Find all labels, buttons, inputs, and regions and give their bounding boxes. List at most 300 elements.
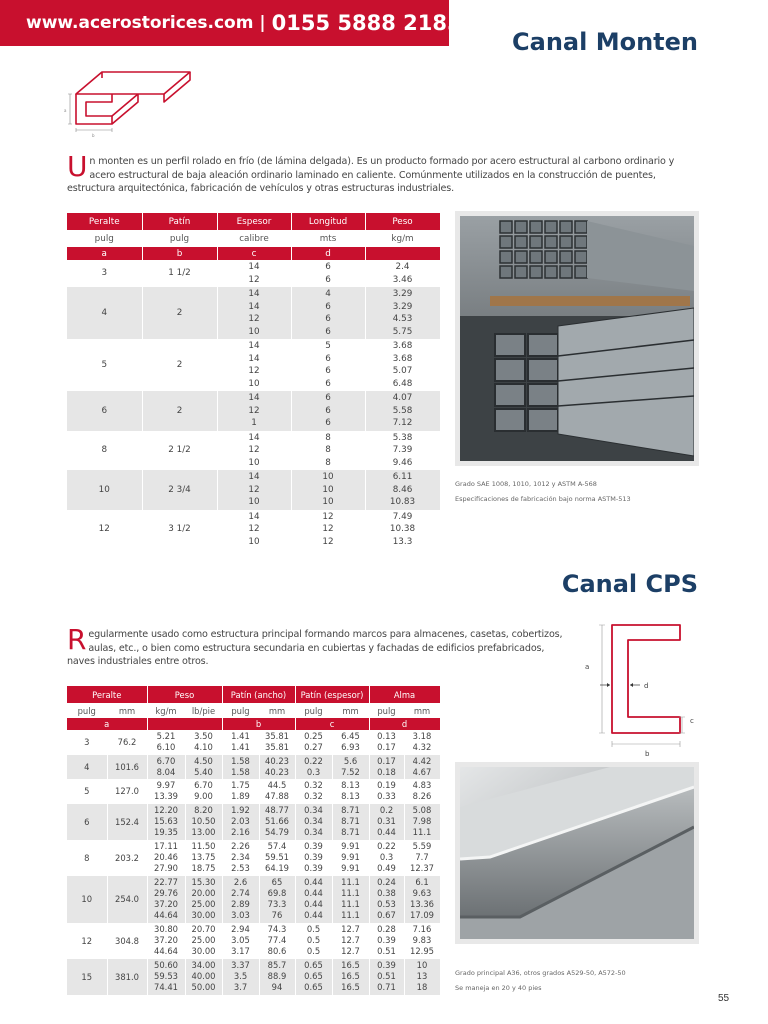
table-row <box>67 959 440 995</box>
svg-text:a: a <box>64 108 67 113</box>
cps-cell-patin-ancho-mm-value: 85.7 <box>267 959 287 970</box>
svg-text:b: b <box>92 133 95 138</box>
cps-photo-illustration <box>460 767 694 939</box>
cps-group <box>67 755 440 780</box>
cps-col-patin-ancho: Patín (ancho) <box>222 686 295 703</box>
cps-cell-patin-ancho-mm-value: 64.19 <box>265 863 289 874</box>
cps-cell-kg-m-value: 5.21 <box>156 731 176 741</box>
cps-cell-patin-espesor-pulg-value: 0.34 <box>304 804 323 815</box>
monten-cell-longitud-value: 6 <box>325 405 331 416</box>
cps-cell-patin-espesor-mm <box>332 755 369 780</box>
monten-unit: pulg <box>142 230 217 247</box>
cps-cell-alma-pulg-value: 0.28 <box>377 923 396 934</box>
monten-intro-paragraph <box>67 150 702 196</box>
monten-cell-peso-value: 3.46 <box>392 274 413 285</box>
monten-col-patin: Patín <box>142 213 217 230</box>
cps-cell-alma-pulg-value: 0.53 <box>377 899 396 910</box>
monten-cell-espesor-value: 10 <box>248 326 260 337</box>
cps-cell-kg-m <box>147 755 185 780</box>
cps-letter: d <box>369 718 440 730</box>
cps-cell-alma-pulg-value: 0.51 <box>377 946 396 957</box>
cps-cell-peralte-mm: 304.8 <box>107 923 147 959</box>
cps-cell-patin-ancho-mm <box>259 730 295 755</box>
cps-cell-lb-pie-value: 13.00 <box>191 827 216 838</box>
cps-cell-patin-ancho-pulg-value: 2.03 <box>231 816 250 827</box>
monten-cell-espesor-value: 14 <box>248 472 260 482</box>
cps-cell-patin-ancho-mm-value: 35.81 <box>265 731 289 741</box>
monten-cell-espesor-value: 1 <box>251 418 257 428</box>
cps-cell-alma-pulg-value: 0.67 <box>377 910 396 921</box>
monten-cell-longitud-value: 8 <box>325 445 331 455</box>
cps-col-peso: Peso <box>147 686 222 703</box>
cps-cell-patin-espesor-pulg-value: 0.44 <box>304 899 323 910</box>
cps-cell-patin-ancho-mm <box>259 804 295 840</box>
cps-cell-patin-espesor-pulg <box>295 840 332 876</box>
cps-title: Canal CPS <box>561 570 698 598</box>
cps-group <box>67 959 440 995</box>
cps-cell-patin-ancho-mm <box>259 923 295 959</box>
monten-cell-longitud-value: 6 <box>325 314 331 324</box>
cps-cell-patin-ancho-mm-value: 48.77 <box>265 804 289 815</box>
cps-cell-alma-mm <box>404 730 440 755</box>
monten-cell-espesor <box>217 391 291 431</box>
monten-cell-espesor <box>217 470 291 510</box>
table-row <box>67 431 440 471</box>
cps-cell-patin-espesor-mm <box>332 959 369 995</box>
cps-cell-lb-pie <box>185 804 222 840</box>
cps-letter: c <box>295 718 369 730</box>
cps-cell-patin-espesor-mm-value: 9.91 <box>341 840 360 851</box>
monten-intro-text: n monten es un perfil rolado en frío (de lámina delgada). Es un producto formado por acero estructural al carbono ordinario y acero estructural de baja aleación ordinario laminado en caliente. Comúnmente utilizados en la construcción de puentes, estructura arquitectónica, fabricación de vehículos y otras estructuras industriales. <box>67 156 675 194</box>
cps-cell-patin-ancho-pulg <box>222 779 259 804</box>
cps-cell-alma-pulg-value: 0.24 <box>377 876 396 887</box>
cps-cell-patin-espesor-pulg-value: 0.65 <box>304 982 323 993</box>
cps-cell-patin-ancho-pulg <box>222 755 259 780</box>
cps-cell-kg-m-value: 19.35 <box>154 827 178 838</box>
cps-cell-patin-espesor-pulg-value: 0.22 <box>304 755 323 766</box>
cps-cell-patin-espesor-pulg-value: 0.27 <box>304 742 323 753</box>
cps-profile-drawing <box>582 612 702 762</box>
monten-col-peralte: Peralte <box>67 213 142 230</box>
cps-cell-patin-espesor-mm <box>332 804 369 840</box>
cps-cell-patin-ancho-pulg-value: 3.05 <box>231 935 250 946</box>
monten-cell-espesor-value: 10 <box>248 497 260 507</box>
cps-cell-patin-ancho-pulg-value: 1.89 <box>231 791 250 802</box>
monten-caption-norm: Especificaciones de fabricación bajo norma ASTM-513 <box>455 495 631 503</box>
cps-cell-lb-pie <box>185 840 222 876</box>
monten-group <box>67 470 440 510</box>
cps-group <box>67 840 440 876</box>
monten-unit: pulg <box>67 230 142 247</box>
cps-cell-patin-ancho-pulg-value: 3.17 <box>231 946 250 957</box>
cps-cell-lb-pie-value: 3.50 <box>194 731 213 741</box>
cps-cell-alma-mm-value: 11.1 <box>412 827 432 838</box>
cps-cell-patin-espesor-pulg <box>295 755 332 780</box>
monten-cell-longitud-value: 12 <box>322 536 334 547</box>
cps-cell-lb-pie <box>185 730 222 755</box>
monten-cell-longitud-value: 6 <box>325 274 331 285</box>
cps-cell-patin-espesor-pulg-value: 0.5 <box>306 935 321 946</box>
cps-cell-patin-ancho-mm-value: 44.5 <box>267 780 287 791</box>
website-link[interactable]: www.acerostorices.com <box>26 13 254 33</box>
cps-cell-patin-ancho-mm-value: 40.23 <box>265 755 289 766</box>
monten-cell-espesor <box>217 339 291 391</box>
cps-cell-alma-pulg-value: 0.17 <box>377 755 396 766</box>
cps-cell-patin-ancho-mm-value: 74.3 <box>267 923 287 934</box>
cps-cell-alma-mm-value: 7.16 <box>412 923 432 934</box>
cps-cell-lb-pie <box>185 779 222 804</box>
cps-cell-alma-mm-value: 18 <box>416 982 428 993</box>
cps-cell-patin-espesor-mm-value: 6.93 <box>341 742 360 753</box>
cps-cell-patin-espesor-mm-value: 11.1 <box>341 899 360 910</box>
cps-cell-kg-m-value: 30.80 <box>154 923 178 934</box>
cps-cell-alma-mm-value: 5.08 <box>412 804 432 815</box>
cps-cell-lb-pie-value: 50.00 <box>191 982 216 993</box>
cps-cell-lb-pie-value: 9.00 <box>194 791 213 802</box>
monten-cell-peso-value: 5.38 <box>392 432 413 443</box>
monten-group <box>67 339 440 391</box>
cps-cell-alma-mm-value: 12.95 <box>410 946 434 957</box>
cps-cell-patin-ancho-pulg-value: 3.7 <box>233 982 248 993</box>
cps-cell-alma-mm-value: 4.83 <box>412 780 432 791</box>
monten-cell-peso-value: 5.07 <box>392 366 413 376</box>
cps-cell-patin-espesor-mm-value: 16.5 <box>341 970 360 981</box>
monten-col-espesor: Espesor <box>217 213 291 230</box>
cps-cell-alma-mm-value: 6.1 <box>415 876 429 887</box>
table-row <box>67 755 440 780</box>
monten-cell-peso-value: 13.3 <box>392 536 413 547</box>
monten-cell-patin: 2 3/4 <box>142 470 217 510</box>
cps-cell-patin-ancho-pulg-value: 2.34 <box>231 851 250 862</box>
monten-cell-patin: 1 1/2 <box>142 260 217 287</box>
monten-cell-peralte: 12 <box>67 510 142 550</box>
cps-unit: pulg <box>67 703 107 718</box>
cps-cell-alma-mm-value: 13 <box>416 970 428 981</box>
table-row <box>67 260 440 287</box>
cps-cell-patin-ancho-pulg-value: 1.75 <box>231 780 250 791</box>
cps-letters-row <box>67 718 440 730</box>
cps-cell-lb-pie-value: 20.70 <box>191 923 216 934</box>
cps-cell-peralte-mm: 101.6 <box>107 755 147 780</box>
cps-cell-patin-ancho-pulg <box>222 959 259 995</box>
monten-cell-peralte: 4 <box>67 287 142 339</box>
monten-cell-espesor-value: 12 <box>248 314 260 324</box>
cps-cell-patin-ancho-pulg-value: 3.5 <box>233 970 248 981</box>
cps-cell-lb-pie-value: 5.40 <box>194 766 213 777</box>
monten-cell-espesor <box>217 431 291 471</box>
monten-cell-espesor-value: 12 <box>248 524 260 534</box>
cps-letter <box>147 718 222 730</box>
cps-cell-kg-m <box>147 804 185 840</box>
table-row <box>67 804 440 840</box>
cps-cell-patin-espesor-mm-value: 16.5 <box>341 959 360 970</box>
cps-group <box>67 730 440 755</box>
cps-cell-patin-espesor-pulg <box>295 804 332 840</box>
cps-cell-lb-pie <box>185 923 222 959</box>
cps-cell-alma-pulg-value: 0.51 <box>377 970 396 981</box>
cps-cell-alma-mm <box>404 840 440 876</box>
cps-cell-alma-mm <box>404 923 440 959</box>
cps-header-row <box>67 686 440 703</box>
cps-letter: b <box>222 718 295 730</box>
cps-cell-kg-m-value: 8.04 <box>156 766 176 777</box>
cps-caption-length: Se maneja en 20 y 40 pies <box>455 984 542 992</box>
cps-cell-kg-m <box>147 730 185 755</box>
cps-cell-patin-espesor-pulg-value: 0.3 <box>306 766 321 777</box>
cps-cell-patin-ancho-mm <box>259 755 295 780</box>
cps-intro-paragraph <box>67 623 572 669</box>
cps-diagram-label-d: d <box>644 682 649 690</box>
cps-cell-patin-ancho-mm-value: 88.9 <box>267 970 287 981</box>
cps-cell-patin-ancho-pulg-value: 1.92 <box>231 804 250 815</box>
cps-cell-patin-ancho-pulg-value: 2.6 <box>233 876 248 887</box>
monten-cell-espesor-value: 14 <box>248 262 260 272</box>
monten-cell-peso-value: 5.58 <box>392 405 413 416</box>
cps-cell-alma-pulg <box>369 779 404 804</box>
cps-cell-patin-espesor-pulg-value: 0.44 <box>304 887 323 898</box>
cps-cell-alma-mm <box>404 804 440 840</box>
monten-group <box>67 510 440 550</box>
cps-cell-peralte-mm: 381.0 <box>107 959 147 995</box>
table-row <box>67 876 440 923</box>
monten-cell-espesor-value: 10 <box>248 457 260 468</box>
monten-cell-peso-value: 4.07 <box>392 393 413 403</box>
monten-group <box>67 391 440 431</box>
monten-cell-longitud-value: 5 <box>325 341 331 351</box>
cps-cell-kg-m-value: 44.64 <box>154 946 178 957</box>
cps-cell-alma-mm <box>404 779 440 804</box>
monten-cell-longitud-value: 6 <box>325 326 331 337</box>
monten-cell-longitud <box>291 287 365 339</box>
monten-col-longitud: Longitud <box>291 213 365 230</box>
cps-cell-patin-espesor-mm <box>332 840 369 876</box>
monten-group <box>67 431 440 471</box>
monten-cell-peralte: 10 <box>67 470 142 510</box>
contact-banner <box>0 0 462 46</box>
monten-cell-longitud-value: 10 <box>322 472 334 482</box>
cps-cell-lb-pie-value: 30.00 <box>191 910 216 921</box>
cps-cell-lb-pie <box>185 755 222 780</box>
cps-cell-patin-espesor-mm-value: 9.91 <box>341 851 360 862</box>
cps-cell-alma-mm-value: 9.63 <box>412 887 432 898</box>
cps-cell-patin-espesor-pulg-value: 0.34 <box>304 816 323 827</box>
table-row <box>67 470 440 510</box>
phone-number[interactable]: 0155 5888 2185 <box>271 11 462 35</box>
cps-group <box>67 923 440 959</box>
monten-cell-espesor-value: 12 <box>248 484 260 495</box>
cps-cell-peralte-mm: 203.2 <box>107 840 147 876</box>
cps-cell-patin-ancho-pulg-value: 2.53 <box>231 863 250 874</box>
cps-cell-alma-mm-value: 8.26 <box>412 791 432 802</box>
cps-cell-lb-pie-value: 4.50 <box>194 755 213 766</box>
cps-unit: lb/pie <box>185 703 222 718</box>
cps-cell-patin-espesor-pulg-value: 0.65 <box>304 959 323 970</box>
cps-cell-patin-ancho-pulg-value: 2.89 <box>231 899 250 910</box>
cps-col-peralte: Peralte <box>67 686 147 703</box>
cps-cell-peralte-mm: 254.0 <box>107 876 147 923</box>
cps-cell-alma-pulg-value: 0.17 <box>377 742 396 753</box>
monten-cell-peso-value: 8.46 <box>392 484 413 495</box>
cps-cell-patin-ancho-pulg-value: 1.58 <box>231 766 250 777</box>
table-row <box>67 840 440 876</box>
cps-cell-patin-espesor-mm-value: 8.71 <box>341 827 360 838</box>
cps-cell-patin-espesor-pulg <box>295 730 332 755</box>
cps-cell-lb-pie-value: 4.10 <box>194 742 213 753</box>
monten-cell-espesor <box>217 287 291 339</box>
monten-unit: mts <box>291 230 365 247</box>
monten-cell-peso-value: 6.11 <box>392 472 413 482</box>
cps-cell-patin-ancho-mm-value: 77.4 <box>267 935 287 946</box>
monten-cell-longitud-value: 8 <box>325 457 331 468</box>
cps-cell-kg-m-value: 13.39 <box>154 791 178 802</box>
monten-cell-peralte: 6 <box>67 391 142 431</box>
cps-cell-kg-m <box>147 876 185 923</box>
cps-cell-kg-m-value: 20.46 <box>154 851 178 862</box>
monten-col-peso: Peso <box>365 213 440 230</box>
cps-cell-patin-espesor-mm-value: 12.7 <box>341 923 360 934</box>
cps-cell-alma-pulg-value: 0.3 <box>379 851 394 862</box>
cps-cell-patin-ancho-pulg-value: 1.58 <box>231 755 250 766</box>
monten-letter: c <box>217 247 291 260</box>
monten-cell-peso-value: 3.29 <box>392 301 413 312</box>
cps-cell-patin-ancho-mm <box>259 959 295 995</box>
cps-cell-alma-pulg-value: 0.31 <box>377 816 396 827</box>
cps-cell-kg-m-value: 44.64 <box>154 910 178 921</box>
monten-cell-peso-value: 10.38 <box>389 524 416 534</box>
monten-cell-patin: 2 <box>142 339 217 391</box>
cps-cell-alma-pulg-value: 0.19 <box>377 780 396 791</box>
monten-cell-peso <box>365 431 440 471</box>
cps-cell-kg-m-value: 59.53 <box>154 970 178 981</box>
cps-cell-patin-espesor-pulg-value: 0.5 <box>306 946 321 957</box>
monten-units-row <box>67 230 440 247</box>
monten-cell-peso-value: 9.46 <box>392 457 413 468</box>
cps-cell-lb-pie-value: 25.00 <box>191 899 216 910</box>
monten-cell-longitud-value: 12 <box>322 511 334 522</box>
monten-cell-longitud <box>291 260 365 287</box>
table-row <box>67 730 440 755</box>
cps-cell-patin-espesor-mm-value: 11.1 <box>341 910 360 921</box>
cps-cell-patin-espesor-mm-value: 7.52 <box>341 766 360 777</box>
monten-photo-illustration <box>460 216 694 461</box>
monten-cell-longitud-value: 4 <box>325 289 331 299</box>
cps-unit: kg/m <box>147 703 185 718</box>
cps-cell-patin-ancho-mm-value: 73.3 <box>267 899 287 910</box>
cps-cell-alma-pulg-value: 0.2 <box>379 804 394 815</box>
cps-cell-patin-ancho-pulg <box>222 923 259 959</box>
monten-cell-longitud-value: 10 <box>322 484 334 495</box>
cps-cell-lb-pie-value: 40.00 <box>191 970 216 981</box>
monten-cell-espesor <box>217 510 291 550</box>
cps-cell-kg-m-value: 22.77 <box>154 876 178 887</box>
monten-cell-peso-value: 7.49 <box>392 511 413 522</box>
cps-cell-kg-m-value: 27.90 <box>154 863 178 874</box>
cps-cell-lb-pie-value: 10.50 <box>191 816 216 827</box>
cps-cell-patin-ancho-pulg-value: 3.03 <box>231 910 250 921</box>
cps-unit: pulg <box>369 703 404 718</box>
cps-cell-alma-mm-value: 13.36 <box>410 899 434 910</box>
cps-cell-alma-pulg <box>369 959 404 995</box>
cps-cell-patin-ancho-pulg <box>222 876 259 923</box>
cps-diagram-label-a: a <box>585 663 590 671</box>
monten-cell-longitud-value: 6 <box>325 353 331 364</box>
cps-cell-peralte-pulg: 5 <box>67 779 107 804</box>
cps-cell-patin-espesor-pulg-value: 0.44 <box>304 910 323 921</box>
cps-cell-patin-ancho-pulg-value: 2.94 <box>231 923 250 934</box>
cps-unit: mm <box>107 703 147 718</box>
cps-cell-patin-ancho-pulg <box>222 804 259 840</box>
cps-cell-lb-pie-value: 8.20 <box>194 804 213 815</box>
monten-cell-longitud-value: 6 <box>325 262 331 272</box>
cps-cell-kg-m <box>147 840 185 876</box>
cps-cell-patin-ancho-mm-value: 94 <box>271 982 283 993</box>
cps-cell-peralte-pulg: 12 <box>67 923 107 959</box>
cps-cell-alma-mm-value: 7.98 <box>412 816 432 827</box>
monten-cell-peso-value: 6.48 <box>392 378 413 389</box>
monten-cell-patin: 2 <box>142 391 217 431</box>
cps-cell-patin-espesor-pulg <box>295 923 332 959</box>
cps-cell-alma-pulg-value: 0.71 <box>377 982 396 993</box>
monten-cell-longitud-value: 6 <box>325 366 331 376</box>
monten-cell-peso-value: 3.68 <box>392 353 413 364</box>
cps-spec-table <box>67 686 441 995</box>
cps-cell-patin-espesor-pulg-value: 0.44 <box>304 876 323 887</box>
cps-unit: mm <box>332 703 369 718</box>
cps-cell-patin-espesor-mm-value: 11.1 <box>341 887 360 898</box>
cps-cell-alma-mm-value: 9.83 <box>412 935 432 946</box>
cps-cell-lb-pie-value: 15.30 <box>191 876 216 887</box>
cps-cell-patin-ancho-pulg-value: 3.37 <box>231 959 250 970</box>
cps-group <box>67 876 440 923</box>
cps-cell-patin-ancho-mm <box>259 779 295 804</box>
cps-group <box>67 779 440 804</box>
monten-cell-espesor-value: 14 <box>248 393 260 403</box>
cps-cell-alma-pulg-value: 0.44 <box>377 827 396 838</box>
cps-cell-patin-ancho-pulg-value: 2.16 <box>231 827 250 838</box>
cps-cell-kg-m <box>147 779 185 804</box>
cps-cell-kg-m-value: 17.11 <box>154 840 178 851</box>
cps-cell-alma-pulg <box>369 923 404 959</box>
monten-letter: d <box>291 247 365 260</box>
cps-cell-patin-ancho-mm-value: 57.4 <box>267 840 287 851</box>
monten-cell-espesor-value: 10 <box>248 378 260 389</box>
cps-unit: pulg <box>295 703 332 718</box>
cps-cell-patin-espesor-mm-value: 12.7 <box>341 946 360 957</box>
cps-cell-patin-espesor-mm <box>332 730 369 755</box>
cps-cell-patin-ancho-mm <box>259 840 295 876</box>
monten-cell-peso-value: 3.29 <box>392 289 413 299</box>
monten-unit: kg/m <box>365 230 440 247</box>
monten-drop-cap: U <box>67 150 88 183</box>
cps-cell-kg-m-value: 15.63 <box>154 816 178 827</box>
cps-unit: pulg <box>222 703 259 718</box>
cps-cell-patin-ancho-mm-value: 65 <box>271 876 283 887</box>
monten-cell-longitud <box>291 431 365 471</box>
cps-cell-lb-pie-value: 30.00 <box>191 946 216 957</box>
cps-cell-patin-ancho-mm-value: 54.79 <box>265 827 289 838</box>
monten-cell-peso-value: 4.53 <box>392 314 413 324</box>
cps-cell-patin-ancho-mm-value: 69.8 <box>267 887 287 898</box>
cps-cell-alma-mm-value: 10 <box>416 959 428 970</box>
cps-cell-peralte-mm: 127.0 <box>107 779 147 804</box>
cps-cell-patin-ancho-mm-value: 51.66 <box>265 816 289 827</box>
monten-cell-espesor <box>217 260 291 287</box>
cps-cell-lb-pie-value: 6.70 <box>194 780 213 791</box>
monten-cell-longitud-value: 12 <box>322 524 334 534</box>
monten-profile-drawing <box>62 64 194 138</box>
monten-cell-longitud <box>291 470 365 510</box>
cps-cell-patin-espesor-pulg-value: 0.65 <box>304 970 323 981</box>
